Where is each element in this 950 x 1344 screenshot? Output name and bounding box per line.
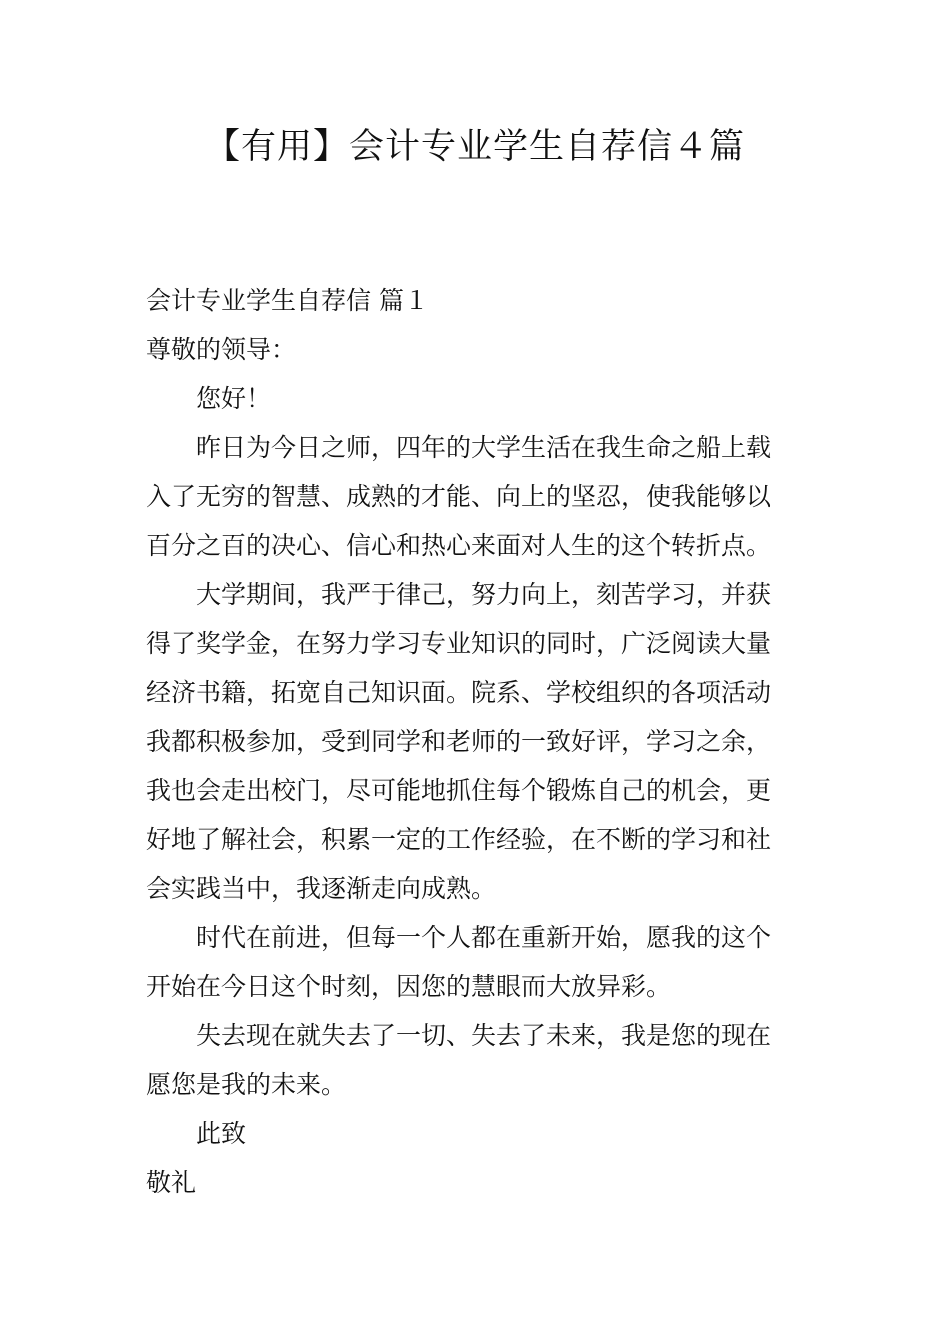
letter-body	[146, 276, 806, 1207]
salutation: 尊敬的领导：	[146, 335, 297, 364]
paragraph-line: 入了无穷的智慧、成熟的才能、向上的坚忍，使我能够以	[146, 482, 772, 511]
paragraph-1	[146, 423, 806, 570]
paragraph-line: 经济书籍，拓宽自己知识面。院系、学校组织的各项活动	[146, 678, 772, 707]
closing-line: 敬礼	[146, 1168, 197, 1197]
paragraph-line: 大学期间，我严于律己，努力向上，刻苦学习，并获	[196, 580, 772, 609]
paragraph-line: 好地了解社会，积累一定的工作经验，在不断的学习和社	[146, 825, 772, 854]
closing-line: 此致	[196, 1119, 247, 1148]
paragraph-4	[146, 1011, 806, 1109]
paragraph-line: 百分之百的决心、信心和热心来面对人生的这个转折点。	[146, 531, 772, 560]
paragraph-line: 昨日为今日之师，四年的大学生活在我生命之船上载	[196, 433, 772, 462]
paragraph-line: 我都积极参加，受到同学和老师的一致好评，学习之余，	[146, 727, 772, 756]
paragraph-line: 我也会走出校门，尽可能地抓住每个锻炼自己的机会，更	[146, 776, 772, 805]
paragraph-3	[146, 913, 806, 1011]
paragraph-line: 开始在今日这个时刻，因您的慧眼而大放异彩。	[146, 972, 672, 1001]
section-heading: 会计专业学生自荐信 篇１	[146, 286, 429, 315]
paragraph-2	[146, 570, 806, 913]
paragraph-line: 失去现在就失去了一切、失去了未来，我是您的现在	[196, 1021, 772, 1050]
paragraph-line: 时代在前进，但每一个人都在重新开始，愿我的这个	[196, 923, 772, 952]
paragraph-line: 会实践当中，我逐渐走向成熟。	[146, 874, 497, 903]
paragraph-line: 愿您是我的未来。	[146, 1070, 347, 1099]
document-title: 【有用】会计专业学生自荐信４篇	[204, 127, 745, 167]
paragraph-line: 得了奖学金，在努力学习专业知识的同时，广泛阅读大量	[146, 629, 772, 658]
greeting: 您好！	[196, 384, 272, 413]
